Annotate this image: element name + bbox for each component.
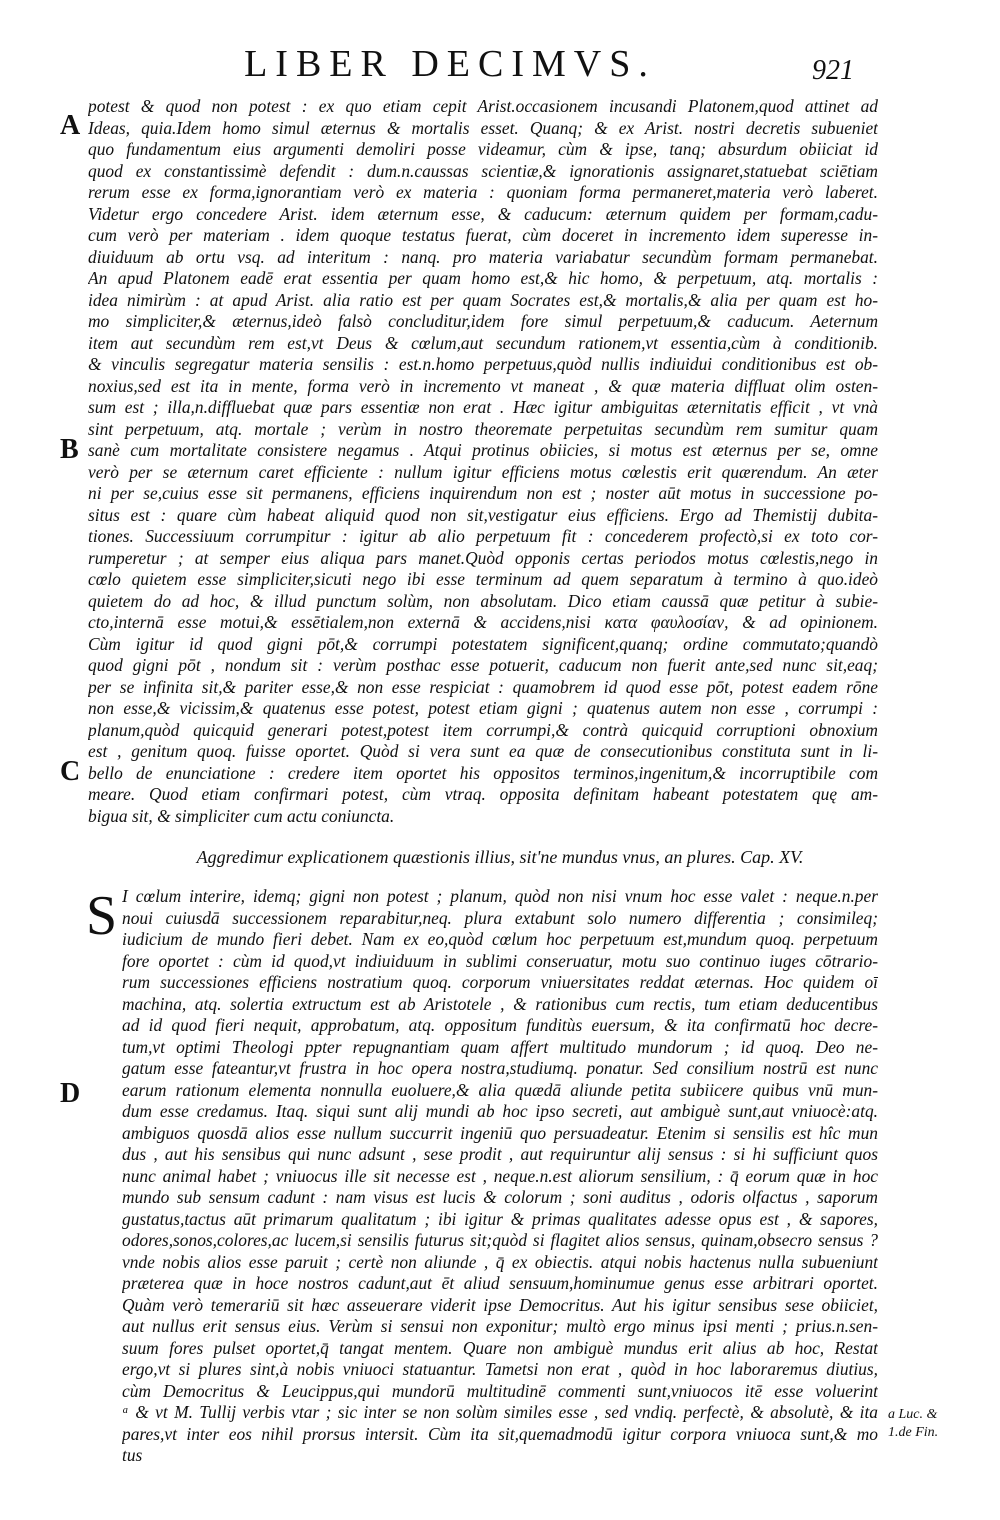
text-line: situs est : quare cùm habeat aliquid quod non sit,vestigatur eius efficiens. Ergo ad Themistij dubita-	[88, 504, 878, 525]
text-line: dum esse credamus. Itaq. siqui sunt alij mundi ab hoc ipso secreti, aut ambiguè sunt,aut vniuocè:atq.	[122, 1101, 878, 1121]
text-line: machina, atq. solertia extructum est ab Aristotele , & rationibus cum rectis, tum etiam deducentibus	[122, 993, 878, 1014]
section-letter-a: A	[60, 110, 81, 141]
section-letter-c: C	[60, 756, 81, 787]
running-title: LIBER DECIMVS.	[244, 43, 656, 85]
text-line: non esse,& vicissim,& quatenus esse potest, potest etiam gigni ; quatenus autem non esse , corrumpi :	[88, 698, 878, 718]
margin-note-marker: a	[888, 1407, 895, 1422]
text-line: sanè cum mortalitate consistere negamus . Atqui protinus obiicies, si motus est æternus per se, omne	[88, 440, 878, 460]
text-line: tus	[122, 1445, 143, 1465]
chapter-heading: Aggredimur explicationem quæstionis illius, sit'ne mundus vnus, an plures. Cap. XV.	[196, 847, 804, 867]
text-line: rum successiones efficiens nostratium quoq. corporum vniuersitates reddat æternas. Hoc quidem oī	[122, 972, 878, 992]
text-line: nunc animal habet ; vniuocus ille sit necesse est , neque.n.est aliorum sensilium, : q̄ eorum quæ in hoc	[122, 1165, 878, 1186]
text-line: verò per se æternum caret efficiente : nullum igitur efficiens motus cœlestis erit quærendum. An æter	[88, 461, 878, 482]
text-line: cum verò per materiam . idem quoque testatus fuerat, cùm doceret in incremento idem superesse in-	[88, 225, 878, 245]
text-line: iudicium de mundo fieri debet. Nam ex eo,quòd cœlum hoc perpetuum est,mundum quoq. perpetuum	[122, 929, 878, 949]
text-line: noui cuiusdā successionem reparabitur,neq. plura extabunt solo numero differentia ; consimileq;	[122, 907, 878, 928]
text-line: vnde nobis alios esse paruit ; certè non aliunde , q̄ ex obiectis. atqui nobis hactenus nulla subueniunt	[122, 1251, 878, 1272]
text-line: item aut secundùm rem est,vt Deus & cœlum,aut secundum rationem,vt essentia,cùm à conditionib.	[88, 332, 878, 353]
text-line: Ideas, quia.Idem homo simul æternus & mortalis esset. Quanq; & ex Arist. nostri decretis subueniet	[88, 117, 878, 138]
text-line: pares,vt inter eos nihil prorsus intersit. Cùm ita sit,quemadmodū igitur corpora vniuoca sunt,& mo	[122, 1423, 878, 1444]
text-line: gustatus,tactus aūt primarum qualitatum ; ibi igitur & primas qualitates adesse opus est , & sapores,	[122, 1208, 878, 1229]
text-line: ni per se,cuius esse sit permanens, efficiens inquirendum non est ; noster aūt motus in successione po-	[88, 483, 878, 503]
text-line: quo fundamentum eius argumenti demoliri posse videamur, cùm & ipse, tanq; absurdum obiiciat id	[88, 139, 878, 159]
text-line: I cœlum interire, idemq; gigni non potest ; planum, quòd non nisi vnum hoc esse valet : neque.n.per	[122, 886, 878, 906]
text-line: fore oportet : cùm id quod,vt indiuiduum in sublimi conseruatur, motu suo continuo iuges cōtrario-	[122, 950, 878, 971]
text-line: potest & quod non potest : ex quo etiam cepit Arist.occasionem incusandi Platonem,quod attinet ad	[88, 96, 878, 116]
text-line: cto,internā esse motui,& essētialem,non externā & accidens,nisi κατα φαυλοσίαν, & ad opinionem.	[88, 612, 878, 632]
text-line: quod gigni pōt , nondum sit : verùm posthac esse potuerit, caducum non fuerit ante,sed nunc sit,eaq;	[88, 655, 878, 675]
text-line: gatum esse fateantur,vt frustra in hoc opera nostra,studiumq. ponatur. Sed consilium nostrū est nunc	[122, 1058, 878, 1078]
text-line: rumperetur ; at semper eius aliqua pars manet.Quòd opponis certas periodos motus cœlestis,nego in	[88, 547, 878, 568]
text-line: bello de enunciatione : credere item oportet his oppositos terminos,ingenitum,& incorruptibile com	[88, 762, 878, 783]
text-line: cùm Democritus & Leucippus,qui mundorū multitudinē commenti sunt,vniuocos itē esse voluerint	[122, 1380, 878, 1401]
text-line: cœlo quietem esse simpliciter,sicuti nego ibi esse terminum ad quem separatum à termino à quo.ideò	[88, 569, 878, 589]
text-line: ad id quod fieri nequit, approbatum, atq. oppositum funditùs euersum, & ita confirmatū hoc decre-	[122, 1015, 878, 1035]
text-line: planum,quòd quicquid generari potest,potest item corrumpi,& contrà quicquid corruptioni obnoxium	[88, 719, 878, 740]
text-line: bigua sit, & simpliciter cum actu coniuncta.	[88, 805, 395, 826]
page-number: 921	[812, 55, 854, 86]
text-line: tiones. Successiuum corrumpitur : igitur ab alio perpetuum fit : concederem profectò,si ex toto cor-	[88, 526, 878, 546]
text-line: meare. Quod etiam confirmari potest, cùm vtraq. opposita definitam habeant potestatem quę am-	[88, 784, 878, 804]
text-line: præterea quæ in hoce nostros cadunt,aut ēt aliud sensuum,hominumue genus esse arbitrari oportet.	[122, 1273, 878, 1293]
text-line: est , genitum quoq. fuisse oportet. Quòd si vera sunt ea quæ de consecutionibus constituta sunt in li-	[88, 741, 878, 761]
text-line: & vinculis segregatur materia sensilis : est.n.homo perpetuus,quòd nullis indiuidui conditionibus est ob-	[88, 354, 878, 374]
margin-note	[888, 1406, 998, 1442]
body-text-block-one	[88, 96, 878, 827]
text-line: aut nullus erit sensus eius. Verùm si sensui non exponitur; multò ergo minus ipsi menti ; prius.n.sen-	[122, 1316, 878, 1336]
text-line: dus , aut his sensibus qui nunc adsunt , sese prodit , aut requiruntur alij sensus : si hi sufficiunt quos	[122, 1144, 878, 1164]
margin-note-line: Luc. &	[898, 1407, 938, 1422]
text-line: sum est ; illa,n.diffluebat quæ pars essentiæ non erat . Hæc igitur ambiguitas æternitatis efficit , vt vnà	[88, 397, 878, 417]
text-line: diuiduum ab ortu vsq. ad interitum : nanq. pro materia variabatur secundùm formam permanebat.	[88, 246, 878, 267]
text-line: quietem do ad hoc, & illud punctum solùm, non absolutam. Dico etiam caussā quæ petitur à subie-	[88, 590, 878, 611]
body-text-block-two	[122, 886, 878, 1467]
text-line: earum rationum elementa nonnulla euoluere,& alia quædā aliunde petita subiicere quibus vnū mun-	[122, 1079, 878, 1100]
text-line: noxius,sed est ita in mente, forma verò in incremento vt maneat , & quæ materia diffluat olim osten-	[88, 375, 878, 396]
text-line: ᵃ & vt M. Tullij verbis vtar ; sic inter se non solùm similes esse , sed vndiq. perfectè, & absolutè, & ita	[122, 1402, 878, 1422]
text-line: Videtur ergo concedere Arist. idem æternum esse, & caducum: æternum quidem per formam,cadu-	[88, 203, 878, 224]
text-line: odores,sonos,colores,ac lucem,si sensilis futurus sit;quòd si flagitet alios sensus, quinam,obsecro sensus ?	[122, 1230, 878, 1250]
text-line: suum fores pulset oportet,q̄ tangat mentem. Quare non ambiguè mundus erit alius ab hoc, Restat	[122, 1337, 878, 1358]
text-line: mo simpliciter,& æternus,ideò falsò concluditur,idem fore simul perpetuum,& caducum. Aeternum	[88, 311, 878, 331]
text-line: ergo,vt si plures sint,à nobis vniuoci statuantur. Tametsi non erat , quòd in hoc laboraremus diutius,	[122, 1359, 878, 1379]
text-line: Quàm verò temerariū sit hæc asseuerare viderit ipse Democritus. Aut his igitur sensibus sese obiiciet,	[122, 1294, 878, 1315]
text-line: quod ex constantissimè defendit : dum.n.caussas scientiæ,& ignorationis assignaret,statuebat sciētiam	[88, 160, 878, 181]
text-line: rerum esse ex forma,ignorantiam verò ex materia : quoniam forma permaneret,materia verò laberet.	[88, 182, 878, 202]
text-line: Cùm igitur id quod gigni pōt,& corrumpi potestatem significent,quanq; ordine commutato;quandò	[88, 633, 878, 654]
text-line: per se infinita sit,& pariter esse,& non esse respiciat : quamobrem id quod esse pōt, potest eadem rōne	[88, 676, 878, 697]
margin-note-line: 1.de Fin.	[888, 1425, 939, 1440]
drop-cap-initial: S	[86, 885, 118, 947]
text-line: ambiguos quosdā alios esse nullum succurrit ingeniū quo persuadeatur. Etenim si sensilis est hîc mun	[122, 1122, 878, 1143]
text-line: idea nimirùm : at apud Arist. alia ratio est per quam Socrates est,& mortalis,& alia per quam est ho-	[88, 289, 878, 310]
section-letter-b: B	[60, 434, 79, 465]
text-line: tum,vt optimi Theologi ppter repugnantiam quam affert multitudo mundorum ; id quoq. Deo ne-	[122, 1036, 878, 1057]
text-line: mundo sub sensum cadunt : nam visus est lucis & colorum ; soni auditus , odoris olfactus , saporum	[122, 1187, 878, 1207]
text-line: An apud Platonem eadē erat essentia per quam homo est,& hic homo, & perpetuum, atq. mortalis :	[88, 268, 878, 288]
section-letter-d: D	[60, 1078, 81, 1109]
text-line: sint perpetuum, atq. mortale ; verùm in nostro theoremate perpetuitas secundùm rem sumitur quam	[88, 418, 878, 439]
